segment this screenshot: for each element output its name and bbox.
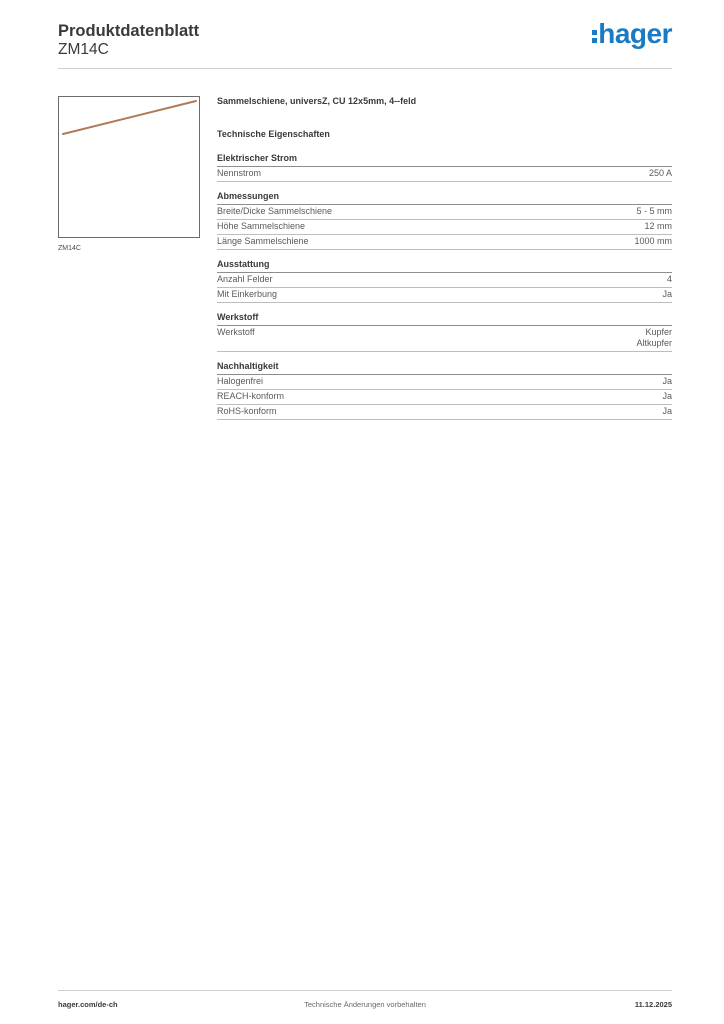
property-section — [217, 312, 672, 352]
property-label: Nennstrom — [217, 168, 262, 178]
property-row — [217, 220, 672, 235]
logo-text: hager — [598, 18, 672, 49]
footer-disclaimer: Technische Änderungen vorbehalten — [304, 1000, 426, 1009]
section-title: Elektrischer Strom — [217, 153, 672, 167]
property-row — [217, 405, 672, 420]
property-value-line: 250 A — [648, 168, 672, 178]
property-value-line: Altkupfer — [636, 338, 672, 348]
property-value — [662, 376, 672, 387]
property-value — [662, 406, 672, 417]
footer-date: 11.12.2025 — [634, 1000, 672, 1009]
property-section — [217, 259, 672, 303]
property-value — [662, 391, 672, 402]
property-label: REACH-konform — [217, 391, 285, 401]
section-title: Ausstattung — [217, 259, 672, 273]
property-label: Halogenfrei — [217, 376, 264, 386]
property-sections — [217, 153, 672, 420]
product-description: Sammelschiene, universZ, CU 12x5mm, 4--feld — [217, 96, 417, 106]
image-caption: ZM14C — [58, 245, 81, 252]
property-value — [636, 206, 672, 217]
property-section — [217, 361, 672, 420]
section-title: Abmessungen — [217, 191, 672, 205]
page-header — [58, 20, 672, 69]
property-label: Anzahl Felder — [217, 274, 273, 284]
property-row — [217, 375, 672, 390]
property-section — [217, 191, 672, 250]
property-row — [217, 167, 672, 182]
property-row — [217, 288, 672, 303]
product-code: ZM14C — [58, 41, 109, 58]
document-title: Produktdatenblatt — [58, 22, 200, 40]
property-value — [644, 221, 672, 232]
property-label: Länge Sammelschiene — [217, 236, 309, 246]
property-label: Mit Einkerbung — [217, 289, 278, 299]
busbar-shape — [63, 101, 196, 134]
property-value — [667, 274, 672, 285]
properties-heading: Technische Eigenschaften — [217, 129, 330, 139]
hager-logo — [592, 20, 672, 48]
property-value-line: 12 mm — [644, 221, 672, 231]
property-label: Breite/Dicke Sammelschiene — [217, 206, 333, 216]
footer-website: hager.com/de-ch — [58, 1000, 118, 1009]
property-value — [649, 168, 672, 179]
busbar-illustration — [59, 97, 199, 237]
property-label: Werkstoff — [217, 327, 255, 337]
property-value-line: Ja — [662, 376, 672, 386]
property-value-line: 4 — [666, 274, 672, 284]
property-row — [217, 235, 672, 250]
property-value-line: 1000 mm — [634, 236, 672, 246]
section-title: Nachhaltigkeit — [217, 361, 672, 375]
property-value — [634, 236, 672, 247]
property-value-line: Kupfer — [645, 327, 672, 337]
property-row — [217, 390, 672, 405]
property-value — [662, 289, 672, 300]
property-value-line: 5 - 5 mm — [636, 206, 672, 216]
property-label: Höhe Sammelschiene — [217, 221, 306, 231]
property-row — [217, 273, 672, 288]
page-footer — [58, 990, 672, 1015]
logo-dots-icon — [592, 30, 597, 43]
section-title: Werkstoff — [217, 312, 672, 326]
property-row — [217, 205, 672, 220]
product-image — [58, 96, 200, 238]
property-value-line: Ja — [662, 391, 672, 401]
property-value — [636, 327, 672, 349]
property-row — [217, 326, 672, 352]
product-details — [217, 96, 672, 429]
property-label: RoHS-konform — [217, 406, 277, 416]
property-section — [217, 153, 672, 182]
property-value-line: Ja — [662, 289, 672, 299]
property-value-line: Ja — [662, 406, 672, 416]
